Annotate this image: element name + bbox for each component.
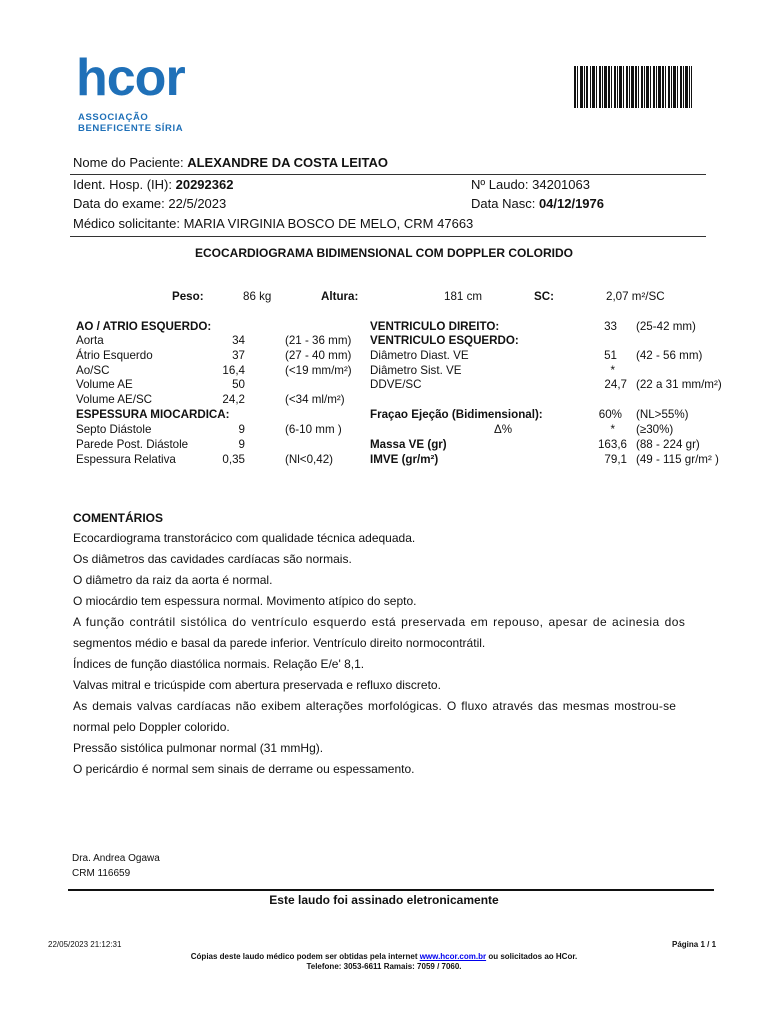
left-row-label: Espessura Relativa [76,453,176,466]
patient-name-row [73,155,388,170]
doctor-value: MARIA VIRGINIA BOSCO DE MELO, CRM 47663 [183,216,474,231]
right-row-ref: (22 a 31 mm/m²) [636,378,722,391]
comment-line: Os diâmetros das cavidades cardíacas são normais. [73,552,352,566]
left-row-value: 37 [232,349,245,362]
right-row-label: IMVE (gr/m²) [370,453,439,466]
right-row-ref: (49 - 115 gr/m² ) [636,453,719,466]
peso-value: 86 kg [243,290,272,303]
comment-line: normal pelo Doppler colorido. [73,720,230,734]
left-row-value: 9 [238,438,245,451]
left-row-label: Parede Post. Diástole [76,438,189,451]
left-row-value: 9 [238,423,245,436]
ih-value: 20292362 [175,177,234,192]
comment-line: O pericárdio é normal sem sinais de derrame ou espessamento. [73,762,415,776]
doctor-row [73,216,473,231]
right-row-value: 79,1 [604,453,627,466]
left-row-value: 16,4 [222,364,245,377]
signature-note: Este laudo foi assinado eletronicamente [269,893,499,907]
left-row-label: Ao/SC [76,364,110,377]
birth-label: Data Nasc: [471,196,536,211]
left-row-label: Átrio Esquerdo [76,349,153,362]
footer-phone: Telefone: 3053-6611 Ramais: 7059 / 7060. [306,962,462,971]
footer-copies-text: Cópias deste laudo médico podem ser obtidas pela internet [190,952,420,961]
signature-divider [68,889,714,891]
left-row-ref: (6-10 mm ) [285,423,342,436]
left-row-label: Volume AE [76,378,133,391]
comment-line: O miocárdio tem espessura normal. Movimento atípico do septo. [73,594,417,608]
birth-row [471,196,604,211]
footer-copies-line [0,952,768,961]
altura-label: Altura: [321,290,359,303]
comment-line: As demais valvas cardíacas não exibem alterações morfológicas. O fluxo através das mesmas mostrou-se [73,699,677,713]
left-row-value: 50 [232,378,245,391]
left-row-ref: (<19 mm/m²) [285,364,352,377]
laudo-label: Nº Laudo: [471,177,529,192]
right-row-label: Diâmetro Diast. VE [370,349,469,362]
right-row-value: 60% [598,408,622,421]
left-row-label: Volume AE/SC [76,393,153,406]
exam-title: ECOCARDIOGRAMA BIDIMENSIONAL COM DOPPLER COLORIDO [194,246,573,260]
left-row-value: 34 [232,334,245,347]
comment-line: Ecocardiograma transtorácico com qualidade técnica adequada. [73,531,416,545]
right-row-label: Massa VE (gr) [370,438,447,451]
right-row-label: Δ% [494,423,513,436]
exam-date-row [73,196,226,211]
logo-subtitle-1: ASSOCIAÇÃO [78,112,149,123]
right-row-value: * [610,364,615,377]
comment-line: Pressão sistólica pulmonar normal (31 mmHg). [73,741,324,755]
comment-line: segmentos médio e basal da parede inferior. Ventrículo direito normocontrátil. [73,636,486,650]
right-row-value: 163,6 [597,438,627,451]
vd-ref: (25-42 mm) [636,320,696,333]
ve-heading: VENTRICULO ESQUERDO: [370,334,519,347]
ao-ae-heading: AO / ATRIO ESQUERDO: [76,320,212,333]
ih-label: Ident. Hosp. (IH): [73,177,172,192]
print-timestamp: 22/05/2023 21:12:31 [48,940,122,949]
exam-date-value: 22/5/2023 [168,196,227,211]
header-divider-bottom [70,236,706,237]
right-row-label: Diâmetro Sist. VE [370,364,462,377]
exam-date-label: Data do exame: [73,196,165,211]
comments-heading: COMENTÁRIOS [73,511,163,525]
left-row-ref: (27 - 40 mm) [285,349,352,362]
comment-line: Índices de função diastólica normais. Relação E/e' 8,1. [73,657,365,671]
hcor-website-link[interactable]: www.hcor.com.br [419,952,487,961]
header-divider-top [70,174,706,175]
left-row-ref: (Nl<0,42) [285,453,334,466]
right-row-ref: (88 - 224 gr) [636,438,700,451]
left-row-label: Aorta [76,334,104,347]
footer-copies-text-end: ou solicitados ao HCor. [486,952,578,961]
altura-value: 181 cm [444,290,483,303]
left-row-ref: (21 - 36 mm) [285,334,352,347]
comment-line: A função contrátil sistólica do ventrículo esquerdo está preservada em repouso, apesar de acinesia dos [73,615,686,629]
peso-label: Peso: [172,290,204,303]
comment-line: Valvas mitral e tricúspide com abertura preservada e refluxo discreto. [73,678,441,692]
page-number: Página 1 / 1 [672,940,717,949]
sc-label: SC: [534,290,554,303]
right-row-ref: (≥30%) [636,423,674,436]
right-row-value: 51 [604,349,617,362]
signer-crm: CRM 116659 [72,868,131,879]
hcor-logo: hcor [76,49,185,107]
vd-value: 33 [604,320,617,333]
right-row-ref: (NL>55%) [636,408,689,421]
signer-name: Dra. Andrea Ogawa [72,853,160,864]
left-row-value: 24,2 [222,393,245,406]
left-row-label: Septo Diástole [76,423,152,436]
doctor-label: Médico solicitante: [73,216,180,231]
patient-name: ALEXANDRE DA COSTA LEITAO [187,155,388,170]
vd-label: VENTRICULO DIREITO: [370,320,500,333]
espessura-heading: ESPESSURA MIOCARDICA: [76,408,230,421]
logo-subtitle-2: BENEFICENTE SÍRIA [78,123,184,134]
left-row-value: 0,35 [222,453,245,466]
birth-value: 04/12/1976 [538,196,605,211]
ih-row [73,177,233,192]
left-row-ref: (<34 ml/m²) [285,393,345,406]
laudo-row [471,177,590,192]
sc-value: 2,07 m²/SC [606,290,665,303]
right-row-value: * [610,423,615,436]
right-row-value: 24,7 [604,378,627,391]
barcode-icon [574,66,692,108]
comment-line: O diâmetro da raiz da aorta é normal. [73,573,273,587]
patient-name-label: Nome do Paciente: [73,155,184,170]
right-row-label: Fraçao Ejeção (Bidimensional): [370,408,543,421]
right-row-ref: (42 - 56 mm) [636,349,703,362]
laudo-value: 34201063 [532,177,590,192]
right-row-label: DDVE/SC [370,378,422,391]
